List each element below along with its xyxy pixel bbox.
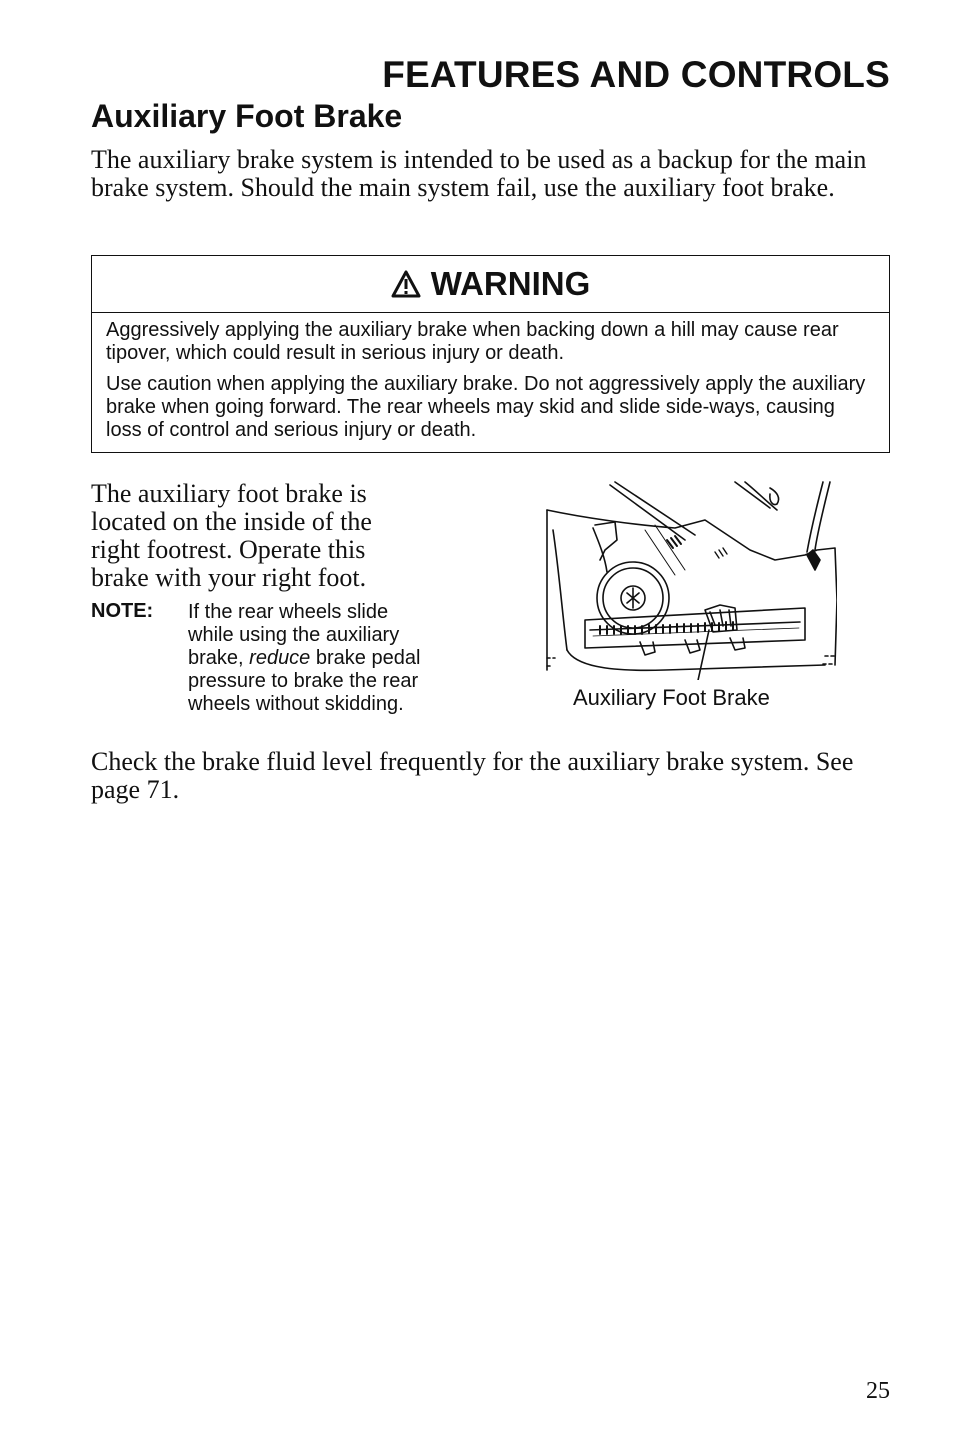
warning-paragraph: Aggressively applying the auxiliary brake when backing down a hill may cause rear tipover, which could result in serious injury or death. bbox=[106, 319, 839, 364]
warning-label: WARNING bbox=[430, 265, 591, 302]
page-heading: Auxiliary Foot Brake bbox=[91, 98, 403, 134]
location-paragraph: The auxiliary foot brake is located on the inside of the right footrest. Operate this brake with your right foot. bbox=[91, 479, 372, 592]
note-label: NOTE: bbox=[91, 600, 154, 622]
note-text-after: brake pedal pressure to brake the rear wheels without skidding. bbox=[188, 647, 421, 715]
warning-box bbox=[91, 255, 890, 453]
note-emphasis: reduce bbox=[249, 647, 311, 669]
brake-fluid-paragraph: Check the brake fluid level frequently for the auxiliary brake system. See page 71. bbox=[91, 747, 854, 804]
note-body bbox=[188, 601, 438, 716]
figure-caption: Auxiliary Foot Brake bbox=[573, 685, 770, 710]
note-text-before: If the rear wheels slide while using the auxiliary brake, bbox=[188, 601, 400, 669]
intro-paragraph: The auxiliary brake system is intended to be used as a backup for the main brake system. Should the main system fail, use the auxiliary foot brake. bbox=[91, 145, 867, 202]
warning-body bbox=[92, 313, 889, 442]
section-title: FEATURES AND CONTROLS bbox=[382, 54, 890, 95]
warning-triangle-icon bbox=[391, 270, 421, 298]
page-number: 25 bbox=[866, 1378, 890, 1404]
auxiliary-brake-illustration bbox=[545, 480, 837, 680]
warning-header bbox=[92, 256, 889, 313]
warning-paragraph: Use caution when applying the auxiliary brake. Do not aggressively apply the auxiliary brake when going forward. The rear wheels may skid and slide side-ways, causing loss of control and serious injury or death. bbox=[106, 373, 866, 441]
